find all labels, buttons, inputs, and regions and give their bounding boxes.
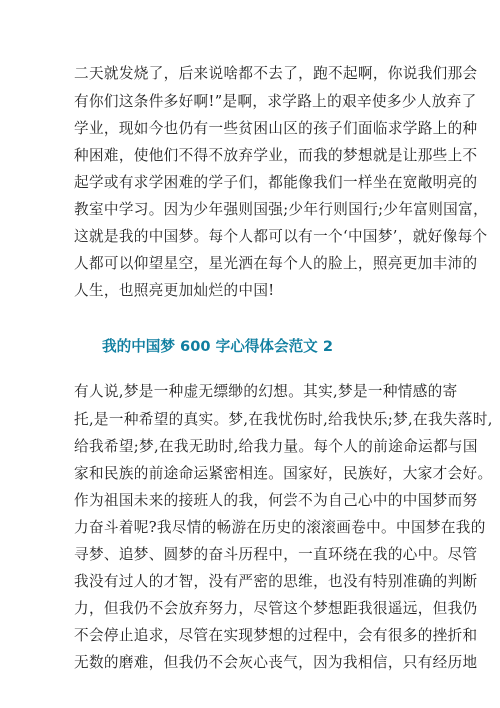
paragraph-line: 不会停止追求，尽管在实现梦想的过程中，会有很多的挫折和 — [74, 627, 478, 644]
paragraph-line: 我没有过人的才智，没有严密的思维，也没有特别准确的判断 — [74, 573, 478, 590]
paragraph-line: 家和民族的前途命运紧密相连。国家好，民族好，大家才会好。 — [74, 465, 493, 482]
paragraph-line: 给我希望;梦,在我无助时,给我力量。每个人的前途命运都与国 — [74, 438, 478, 455]
paragraph-line: 人都可以仰望星空，星光洒在每个人的脸上，照亮更加丰沛的 — [74, 255, 478, 272]
paragraph-line: 寻梦、追梦、圆梦的奋斗历程中，一直环绕在我的心中。尽管 — [74, 546, 478, 563]
paragraph-line: 托,是一种希望的真实。梦,在我忧伤时,给我快乐;梦,在我失落时, — [74, 411, 493, 428]
paragraph-line: 二天就发烧了，后来说啥都不去了，跑不起啊，你说我们那会 — [74, 65, 478, 82]
paragraph-line: 力奋斗着呢?我尽情的畅游在历史的滚滚画卷中。中国梦在我的 — [74, 519, 486, 536]
paragraph-line: 学业，现如今也仍有一些贫困山区的孩子们面临求学路上的种 — [74, 120, 478, 137]
paragraph-line: 这就是我的中国梦。每个人都可以有一个‘中国梦’，就好像每个 — [74, 228, 488, 245]
paragraph-line: 教室中学习。因为少年强则国强;少年行则国行;少年富则国富， — [74, 201, 489, 218]
paragraph-line: 种困难，使他们不得不放弃学业，而我的梦想就是让那些上不 — [74, 147, 478, 164]
paragraph-line: 力，但我仍不会放弃努力，尽管这个梦想距我很遥远，但我仍 — [74, 600, 478, 617]
paragraph-line: 无数的磨难，但我仍不会灰心丧气，因为我相信，只有经历地 — [74, 654, 478, 671]
paragraph-line: 人生，也照亮更加灿烂的中国! — [74, 282, 275, 299]
paragraph-line: 有你们这条件多好啊!”是啊，求学路上的艰辛使多少人放弃了 — [74, 93, 477, 110]
section-heading: 我的中国梦 600 字心得体会范文 2 — [102, 338, 333, 355]
paragraph-line: 有人说,梦是一种虚无缥缈的幻想。其实,梦是一种情感的寄 — [74, 383, 458, 400]
paragraph-line: 作为祖国未来的接班人的我，何尝不为自己心中的中国梦而努 — [74, 492, 478, 509]
paragraph-line: 起学或有求学困难的学子们，都能像我们一样坐在宽敞明亮的 — [74, 174, 478, 191]
